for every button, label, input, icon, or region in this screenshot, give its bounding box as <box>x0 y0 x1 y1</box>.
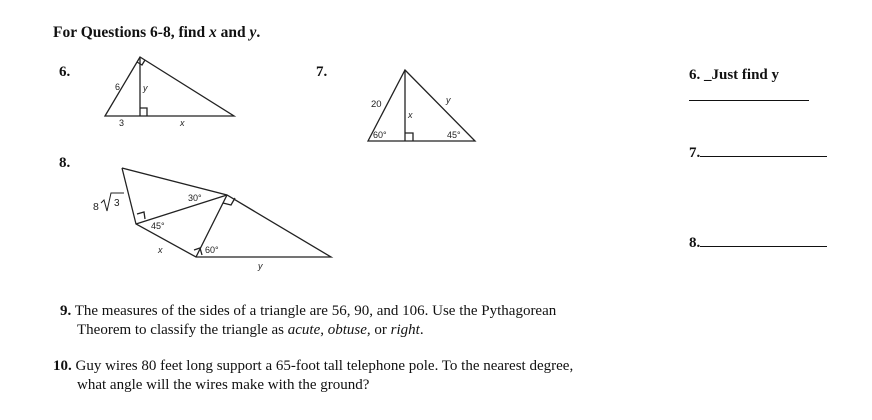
answer-6-blank[interactable] <box>689 100 809 101</box>
p8-label-60: 60° <box>205 245 219 255</box>
question-10-number: 10. <box>53 358 72 374</box>
question-9: 9. The measures of the sides of a triangle are 56, 90, and 106. Use the Pythagorean Theorem to classify the triangle as acute, obtuse, or right. <box>60 303 557 338</box>
p6-label-3: 3 <box>119 118 125 128</box>
answer-8 <box>689 232 827 252</box>
p6-label-x: x <box>180 118 185 128</box>
answer-8-number: 8. <box>689 235 701 251</box>
p7-label-y: y <box>446 95 451 105</box>
p8-label-y: y <box>258 261 263 271</box>
p8-label-45: 45° <box>151 221 165 231</box>
answer-7 <box>689 142 827 162</box>
p6-label-y: y <box>143 83 148 93</box>
answer-6 <box>689 67 779 84</box>
problem-7-number: 7. <box>316 64 328 80</box>
p7-label-20: 20 <box>371 99 382 110</box>
question-9-number: 9. <box>60 303 72 319</box>
problem-8-number: 8. <box>59 155 71 171</box>
p8-label-8: 8 <box>93 201 99 213</box>
p7-label-45: 45° <box>447 130 461 140</box>
p6-label-hyp: 6 <box>115 82 121 92</box>
p7-label-x: x <box>408 110 413 120</box>
question-10: 10. Guy wires 80 feet long support a 65-foot tall telephone pole. To the nearest degree, what angle will the wires make with the ground? <box>53 358 574 393</box>
answer-8-blank[interactable] <box>700 232 827 247</box>
answer-6-number: 6. <box>689 67 701 83</box>
problem-6-number: 6. <box>59 64 71 80</box>
p8-label-radical: 3 <box>114 198 120 209</box>
answer-7-blank[interactable] <box>700 142 827 157</box>
instructions-heading: For Questions 6-8, find x and y. <box>53 24 261 41</box>
answer-6-text: _Just find y <box>704 67 780 83</box>
answer-7-number: 7. <box>689 145 701 161</box>
p8-label-30: 30° <box>188 193 202 203</box>
p8-label-x: x <box>158 245 163 255</box>
p7-label-60: 60° <box>373 130 387 140</box>
